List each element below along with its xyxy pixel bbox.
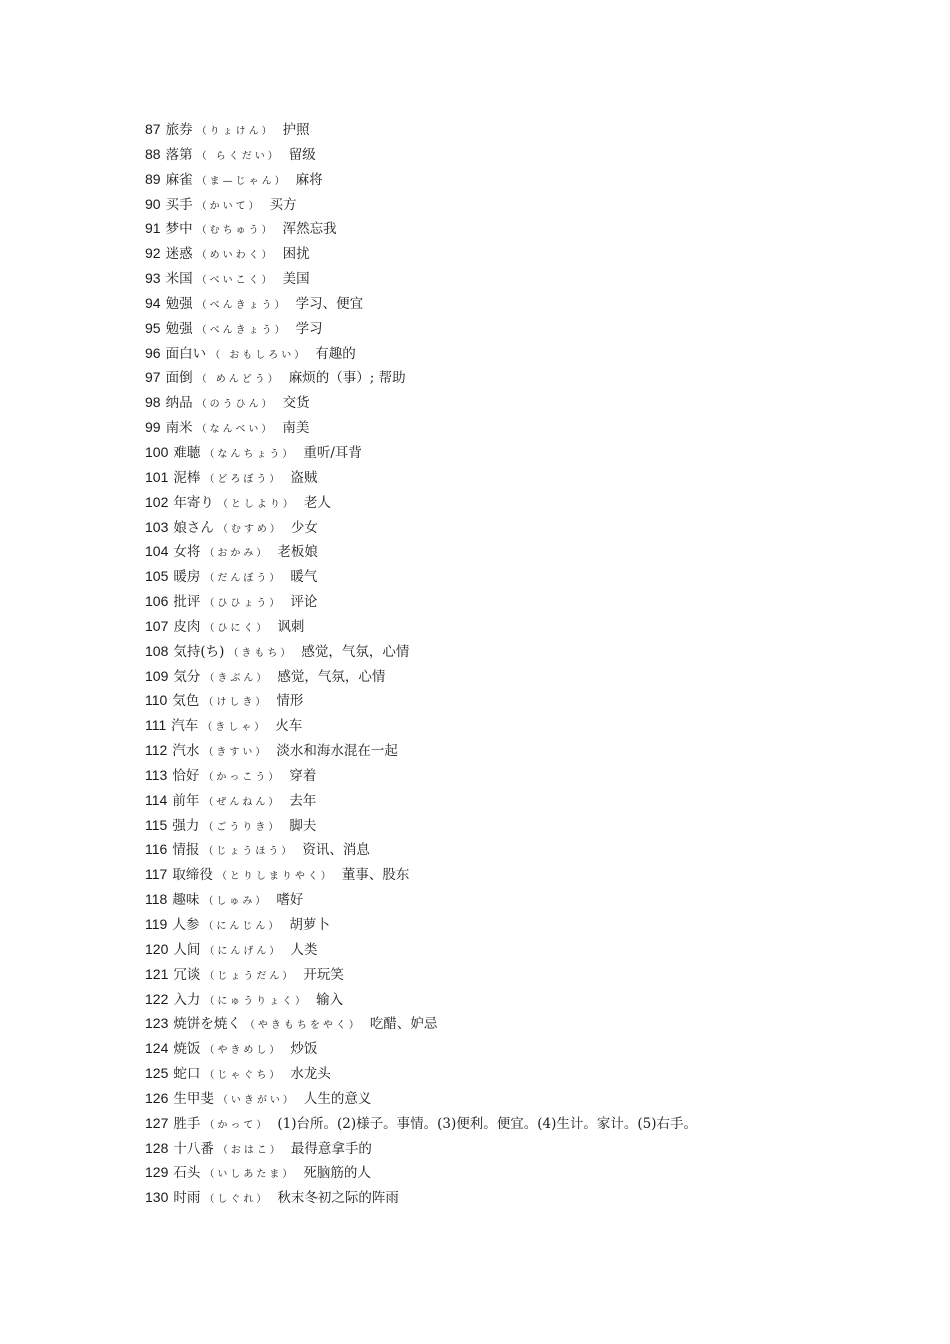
entry-meaning: 感觉，气氛，心情 xyxy=(277,668,386,685)
vocab-entry xyxy=(145,216,697,241)
entry-reading: （じょうだん） xyxy=(204,970,296,982)
entry-meaning: 人类 xyxy=(290,941,318,958)
entry-reading: （きもち） xyxy=(228,647,294,659)
entry-word: 梦中 xyxy=(165,221,193,238)
entry-num: 123 xyxy=(145,1015,169,1032)
entry-num: 87 xyxy=(145,121,161,137)
entry-reading: （かって） xyxy=(204,1119,270,1131)
entry-num: 112 xyxy=(145,742,168,759)
entry-meaning: 人生的意义 xyxy=(303,1090,372,1107)
vocab-entry xyxy=(145,887,697,912)
vocab-entry xyxy=(145,1111,697,1136)
entry-reading: （ま—じゃん） xyxy=(196,175,288,187)
entry-reading: （ぜんねん） xyxy=(203,796,282,808)
entry-reading: （おかみ） xyxy=(204,548,270,560)
entry-num: 102 xyxy=(145,493,169,510)
vocab-entry xyxy=(145,415,697,440)
entry-reading: （ごうりき） xyxy=(203,821,282,833)
entry-meaning: 盗贼 xyxy=(290,469,318,486)
entry-meaning: 秋末冬初之际的阵雨 xyxy=(277,1190,399,1207)
entry-num: 99 xyxy=(145,419,161,436)
entry-num: 90 xyxy=(145,195,161,212)
vocab-entry xyxy=(145,862,697,887)
entry-word: 取缔役 xyxy=(172,867,213,884)
entry-word: 批评 xyxy=(173,594,201,611)
entry-word: 强力 xyxy=(172,817,200,834)
entry-reading: （にゅうりょく） xyxy=(204,995,309,1007)
entry-num: 96 xyxy=(145,344,161,361)
entry-word: 皮肉 xyxy=(173,618,201,635)
entry-word: 気分 xyxy=(173,668,201,685)
entry-num: 128 xyxy=(145,1139,169,1156)
entry-num: 101 xyxy=(145,468,169,485)
entry-word: 十八番 xyxy=(173,1140,214,1157)
entry-meaning: (1)台所。(2)様子。事情。(3)便利。便宜。(4)生计。家计。(5)右手。 xyxy=(277,1115,697,1132)
vocab-entry xyxy=(145,564,697,589)
entry-num: 92 xyxy=(145,245,161,262)
vocab-entry xyxy=(145,1086,697,1111)
entry-reading: （むちゅう） xyxy=(196,225,275,237)
entry-meaning: 南美 xyxy=(282,420,310,437)
entry-reading: （なんちょう） xyxy=(204,448,296,460)
entry-reading: （べいこく） xyxy=(196,275,275,287)
vocab-entry xyxy=(145,241,697,266)
entry-num: 88 xyxy=(145,145,161,162)
vocab-entry xyxy=(145,365,697,390)
entry-word: 入力 xyxy=(173,991,201,1008)
entry-reading: （しゅみ） xyxy=(203,896,269,908)
vocab-entry xyxy=(145,962,697,987)
vocab-entry xyxy=(145,1136,697,1161)
vocabulary-list xyxy=(145,117,697,1210)
entry-word: 纳品 xyxy=(165,395,193,412)
entry-num: 122 xyxy=(145,990,169,1007)
entry-reading: （なんべい） xyxy=(196,424,275,436)
entry-num: 91 xyxy=(145,220,161,237)
entry-meaning: 学习 xyxy=(295,320,323,337)
entry-meaning: 老板娘 xyxy=(277,544,318,561)
entry-meaning: 董事、股东 xyxy=(341,867,410,884)
entry-num: 103 xyxy=(145,518,169,535)
entry-meaning: 胡萝卜 xyxy=(289,917,330,933)
entry-reading: （むすめ） xyxy=(217,523,283,535)
entry-meaning: 水龙头 xyxy=(290,1066,331,1083)
vocab-entry xyxy=(145,639,697,664)
entry-num: 117 xyxy=(145,866,168,883)
entry-word: 年寄り xyxy=(173,494,214,511)
entry-num: 126 xyxy=(145,1089,169,1106)
entry-word: 趣味 xyxy=(172,892,200,909)
entry-reading: （ひひょう） xyxy=(204,598,283,610)
entry-word: 汽水 xyxy=(172,743,200,760)
vocab-entry xyxy=(145,390,697,415)
entry-num: 125 xyxy=(145,1065,169,1082)
entry-word: 面倒 xyxy=(165,370,193,387)
vocab-entry xyxy=(145,664,697,689)
vocab-entry xyxy=(145,912,697,937)
entry-num: 129 xyxy=(145,1164,169,1181)
entry-meaning: 穿着 xyxy=(289,767,317,784)
entry-word: 冗谈 xyxy=(173,966,201,983)
entry-num: 93 xyxy=(145,270,161,287)
entry-reading: （のうひん） xyxy=(196,399,275,411)
entry-word: 恰好 xyxy=(172,767,200,784)
entry-num: 97 xyxy=(145,369,161,386)
entry-num: 107 xyxy=(145,617,169,634)
entry-num: 94 xyxy=(145,294,161,311)
entry-num: 115 xyxy=(145,816,168,833)
entry-reading: （じゃぐち） xyxy=(204,1070,283,1082)
entry-reading: （ めんどう） xyxy=(196,374,281,386)
entry-word: 娘さん xyxy=(173,519,214,536)
entry-meaning: 有趣的 xyxy=(315,345,356,362)
vocab-entry xyxy=(145,987,697,1012)
entry-num: 121 xyxy=(145,965,169,982)
entry-num: 130 xyxy=(145,1189,169,1206)
entry-meaning: 炒饭 xyxy=(290,1041,318,1058)
vocab-entry xyxy=(145,614,697,639)
entry-meaning: 护照 xyxy=(282,122,310,138)
vocab-entry xyxy=(145,1185,697,1210)
vocab-entry xyxy=(145,1160,697,1185)
entry-word: 暖房 xyxy=(173,569,201,586)
vocab-entry xyxy=(145,1011,697,1036)
entry-meaning: 嗜好 xyxy=(276,892,304,909)
entry-num: 113 xyxy=(145,766,168,783)
entry-word: 难聴 xyxy=(173,444,201,461)
entry-reading: （やきめし） xyxy=(204,1045,283,1057)
entry-word: 焼饭 xyxy=(173,1041,201,1058)
entry-num: 106 xyxy=(145,593,169,610)
entry-word: 迷惑 xyxy=(165,246,193,263)
entry-num: 109 xyxy=(145,667,169,684)
vocab-entry xyxy=(145,788,697,813)
vocab-entry xyxy=(145,167,697,192)
entry-word: 旅券 xyxy=(165,122,193,138)
entry-num: 118 xyxy=(145,891,168,908)
entry-meaning: 重听/耳背 xyxy=(303,444,362,461)
entry-word: 気持(ち) xyxy=(173,643,225,660)
vocab-entry xyxy=(145,539,697,564)
entry-reading: （ らくだい） xyxy=(196,150,281,162)
entry-word: 泥棒 xyxy=(173,469,201,486)
entry-meaning: 美国 xyxy=(282,271,310,288)
vocab-entry xyxy=(145,937,697,962)
entry-word: 汽车 xyxy=(171,718,199,735)
vocab-entry xyxy=(145,266,697,291)
entry-word: 気色 xyxy=(172,693,200,710)
entry-word: 人间 xyxy=(173,941,201,958)
entry-reading: （りょけん） xyxy=(196,126,275,137)
entry-word: 麻雀 xyxy=(165,171,193,188)
vocab-entry xyxy=(145,1036,697,1061)
entry-word: 面白い xyxy=(165,345,207,362)
entry-reading: （としより） xyxy=(217,498,296,510)
vocab-entry xyxy=(145,316,697,341)
entry-reading: （めいわく） xyxy=(196,250,275,262)
entry-word: 买手 xyxy=(165,196,193,213)
entry-num: 111 xyxy=(145,717,167,734)
entry-reading: （やきもちをやく） xyxy=(244,1020,362,1032)
entry-reading: （きぶん） xyxy=(204,672,270,684)
entry-reading: （かいて） xyxy=(196,200,262,212)
entry-meaning: 讽刺 xyxy=(277,618,305,635)
entry-meaning: 买方 xyxy=(269,196,297,213)
entry-word: 石头 xyxy=(173,1165,201,1182)
entry-word: 勉强 xyxy=(165,320,193,337)
entry-word: 前年 xyxy=(172,792,200,809)
vocab-entry xyxy=(145,813,697,838)
entry-word: 女将 xyxy=(173,544,201,561)
entry-meaning: 死脑筋的人 xyxy=(303,1165,371,1182)
vocab-entry xyxy=(145,291,697,316)
entry-reading: （にんげん） xyxy=(204,945,283,957)
entry-word: 米国 xyxy=(165,271,193,288)
entry-reading: （べんきょう） xyxy=(196,299,288,311)
entry-word: 生甲斐 xyxy=(173,1090,214,1107)
entry-num: 95 xyxy=(145,319,161,336)
vocab-entry xyxy=(145,440,697,465)
entry-num: 104 xyxy=(145,543,169,560)
entry-meaning: 输入 xyxy=(316,991,344,1008)
entry-num: 116 xyxy=(145,841,168,858)
entry-meaning: 浑然忘我 xyxy=(282,221,337,238)
entry-word: 南米 xyxy=(165,420,193,437)
entry-meaning: 情形 xyxy=(276,693,304,710)
entry-reading: （いきがい） xyxy=(217,1094,296,1106)
entry-num: 89 xyxy=(145,170,161,187)
entry-word: 焼饼を焼く xyxy=(173,1016,241,1033)
entry-num: 124 xyxy=(145,1040,169,1057)
entry-num: 100 xyxy=(145,443,169,460)
entry-reading: （けしき） xyxy=(203,697,269,709)
entry-num: 119 xyxy=(145,916,168,932)
entry-meaning: 暖气 xyxy=(290,569,318,586)
vocab-entry xyxy=(145,465,697,490)
vocab-entry xyxy=(145,515,697,540)
entry-meaning: 交货 xyxy=(282,395,310,412)
entry-word: 勉强 xyxy=(165,295,193,312)
entry-num: 108 xyxy=(145,642,169,659)
entry-word: 时雨 xyxy=(173,1190,201,1207)
vocab-entry xyxy=(145,192,697,217)
entry-meaning: 老人 xyxy=(303,494,331,511)
entry-num: 98 xyxy=(145,394,161,411)
vocab-entry xyxy=(145,142,697,167)
entry-num: 127 xyxy=(145,1114,169,1131)
entry-meaning: 资讯、消息 xyxy=(302,842,370,859)
vocab-entry xyxy=(145,688,697,713)
entry-meaning: 淡水和海水混在一起 xyxy=(276,743,398,760)
entry-reading: （いしあたま） xyxy=(204,1169,296,1181)
entry-reading: （ひにく） xyxy=(204,622,270,634)
entry-word: 人参 xyxy=(172,917,200,933)
entry-meaning: 去年 xyxy=(289,792,317,809)
entry-meaning: 评论 xyxy=(290,594,318,611)
vocab-entry xyxy=(145,713,697,738)
entry-meaning: 留级 xyxy=(288,146,316,163)
entry-meaning: 脚夫 xyxy=(289,817,317,834)
entry-meaning: 麻烦的（事）; 帮助 xyxy=(288,370,406,387)
entry-meaning: 火车 xyxy=(275,718,303,735)
entry-meaning: 困扰 xyxy=(282,246,310,263)
entry-reading: （きしゃ） xyxy=(202,722,268,734)
entry-reading: （ おもしろい） xyxy=(210,349,308,361)
entry-meaning: 麻将 xyxy=(295,171,323,188)
entry-reading: （おはこ） xyxy=(217,1144,283,1156)
vocab-entry xyxy=(145,589,697,614)
vocab-entry xyxy=(145,341,697,366)
vocab-entry xyxy=(145,117,697,142)
entry-reading: （きすい） xyxy=(203,747,269,759)
entry-reading: （だんぼう） xyxy=(204,573,283,585)
entry-word: 情报 xyxy=(172,842,200,859)
vocab-entry xyxy=(145,837,697,862)
entry-meaning: 感觉，气氛，心情 xyxy=(301,643,410,660)
entry-num: 110 xyxy=(145,692,168,709)
vocab-entry xyxy=(145,490,697,515)
entry-meaning: 开玩笑 xyxy=(303,966,344,983)
entry-num: 105 xyxy=(145,568,169,585)
entry-meaning: 吃醋、妒忌 xyxy=(369,1016,438,1033)
entry-reading: （じょうほう） xyxy=(203,846,295,858)
vocab-entry xyxy=(145,1061,697,1086)
vocab-entry xyxy=(145,763,697,788)
entry-num: 114 xyxy=(145,791,168,808)
entry-meaning: 最得意拿手的 xyxy=(290,1140,372,1157)
entry-word: 胜手 xyxy=(173,1115,201,1132)
entry-reading: （しぐれ） xyxy=(204,1194,270,1206)
entry-reading: （べんきょう） xyxy=(196,324,288,336)
entry-reading: （かっこう） xyxy=(203,771,282,783)
entry-word: 蛇口 xyxy=(173,1066,201,1083)
entry-reading: （とりしまりやく） xyxy=(216,871,334,883)
entry-num: 120 xyxy=(145,940,169,957)
entry-meaning: 少女 xyxy=(290,519,318,536)
entry-word: 落第 xyxy=(165,146,193,163)
entry-reading: （どろぼう） xyxy=(204,473,283,485)
entry-meaning: 学习、便宜 xyxy=(295,295,364,312)
entry-reading: （にんじん） xyxy=(203,921,282,932)
vocab-entry xyxy=(145,738,697,763)
